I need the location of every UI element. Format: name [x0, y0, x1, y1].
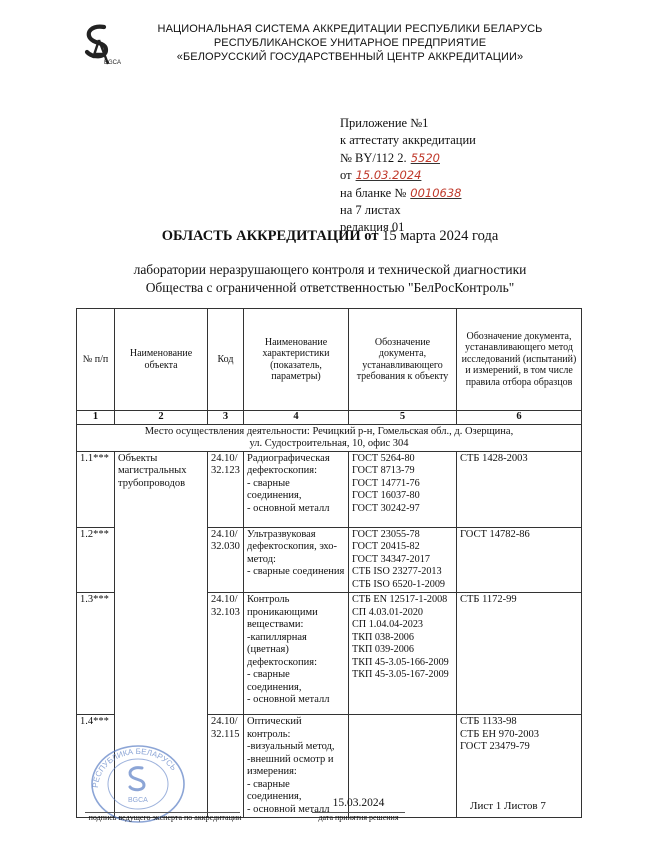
col-number: 3 — [208, 411, 244, 425]
object-name-cell: Объекты магистральных трубопроводов — [115, 451, 208, 818]
lab-line-1: лаборатории неразрушающего контроля и технической диагностики — [133, 262, 527, 277]
location-row — [77, 424, 582, 451]
col-header-number: № п/п — [77, 309, 115, 411]
characteristic-cell-line: Контроль проникающими веществами: — [247, 594, 318, 630]
characteristic-cell-line: -внешний осмотр и измерения: — [247, 753, 334, 777]
requirements-cell — [349, 527, 457, 593]
col-number: 6 — [457, 411, 582, 425]
decision-date: 15.03.2024 — [332, 797, 385, 809]
handwritten-number: 5520 — [410, 150, 440, 165]
requirements-cell — [349, 593, 457, 715]
methods-cell-line: ГОСТ 14782-86 — [460, 528, 530, 540]
characteristic-cell — [244, 715, 349, 818]
appendix-title: Приложение №1 — [340, 116, 429, 130]
characteristic-cell-line: -капиллярная (цветная) дефектоскопия: — [247, 631, 317, 668]
col-number: 5 — [349, 411, 457, 425]
characteristic-cell-line: - сварные соединения, — [247, 778, 302, 802]
lab-line-2: Общества с ограниченной ответственностью "БелРосКонтроль" — [145, 280, 515, 295]
header-line-2: РЕСПУБЛИКАНСКОЕ УНИТАРНОЕ ПРЕДПРИЯТИЕ — [213, 37, 487, 49]
signature-label: подпись ведущего эксперта по аккредитации — [88, 813, 242, 822]
requirements-cell — [349, 715, 457, 818]
page-counter: Лист 1 Листов 7 — [470, 800, 546, 812]
methods-cell — [457, 715, 582, 818]
methods-cell-line: СТБ 1428-2003 — [460, 452, 528, 464]
decision-date-label: дата принятия решения — [318, 813, 399, 822]
column-number-row — [77, 411, 582, 425]
characteristic-cell-line: - основной металл — [247, 803, 330, 815]
methods-cell — [457, 451, 582, 527]
requirements-cell-line: ГОСТ 8713-79 — [352, 465, 415, 476]
characteristic-cell-line: Оптический контроль: — [247, 716, 302, 740]
row-number-cell: 1.4*** — [77, 715, 115, 818]
appendix-date: от 15.03.2024 — [340, 168, 422, 183]
col-number: 4 — [244, 411, 349, 425]
characteristic-cell-line: - сварные соединения, — [247, 477, 302, 501]
requirements-cell — [349, 451, 457, 527]
requirements-cell-line: СТБ EN 12517-1-2008 — [352, 594, 448, 605]
requirements-cell-line: СТБ ISO 6520-1-2009 — [352, 578, 446, 590]
document-header — [0, 20, 600, 72]
svg-text:РЕСПУБЛИКА БЕЛАРУСЬ: РЕСПУБЛИКА БЕЛАРУСЬ — [90, 746, 179, 789]
characteristic-cell-line: Радиографическая дефектоскопия: — [247, 452, 330, 476]
header-line-1: НАЦИОНАЛЬНАЯ СИСТЕМА АККРЕДИТАЦИИ РЕСПУБЛИКИ БЕЛАРУСЬ — [157, 23, 543, 35]
appendix-block — [340, 115, 580, 237]
characteristic-cell — [244, 593, 349, 715]
requirements-cell-line: ГОСТ 20415-82 — [352, 541, 420, 552]
characteristic-cell-line: Ультразвуковая дефектоскопия, эхо-метод: — [247, 528, 338, 565]
code-cell: 24.10/ 32.103 — [208, 593, 244, 715]
characteristic-cell — [244, 451, 349, 527]
requirements-cell-line: ГОСТ 5264-80 — [352, 452, 415, 464]
requirements-cell-line: ТКП 45-3.05-166-2009 — [352, 656, 449, 668]
characteristic-cell-line: - основной металл — [247, 694, 330, 705]
appendix-to: к аттестату аккредитации — [340, 133, 476, 148]
bgca-logo-icon — [82, 24, 122, 68]
requirements-cell-line: СП 1.04.04-2023 — [352, 619, 424, 630]
col-header-object: Наименование объекта — [115, 309, 208, 411]
document-title: ОБЛАСТЬ АККРЕДИТАЦИИ от 15 марта 2024 года — [161, 228, 499, 244]
header-titles — [120, 22, 580, 64]
requirements-cell-line: ГОСТ 34347-2017 — [352, 553, 430, 565]
handwritten-blank-number: 0010638 — [410, 185, 462, 200]
methods-cell — [457, 593, 582, 715]
header-line-3: «БЕЛОРУССКИЙ ГОСУДАРСТВЕННЫЙ ЦЕНТР АККРЕДИТАЦИИ» — [176, 51, 524, 63]
handwritten-date: 15.03.2024 — [355, 168, 422, 183]
requirements-cell-line: ГОСТ 30242-97 — [352, 502, 420, 514]
requirements-cell-line: СТБ ISO 23277-2013 — [352, 566, 442, 577]
code-cell: 24.10/ 32.115 — [208, 715, 244, 818]
row-number-cell: 1.2*** — [77, 527, 115, 593]
col-header-requirements: Обозначение документа, устанавливающего требования к объекту — [349, 309, 457, 411]
requirements-cell-line: ТКП 45-3.05-167-2009 — [352, 669, 449, 680]
col-header-characteristic: Наименование характеристики (показатель, параметры) — [244, 309, 349, 411]
row-number-cell: 1.3*** — [77, 593, 115, 715]
methods-cell-line: СТБ 1133-98 — [460, 716, 517, 727]
methods-cell-line: ГОСТ 23479-79 — [460, 741, 530, 752]
col-number: 1 — [77, 411, 115, 425]
col-header-methods: Обозначение документа, устанавливающего метод исследований (испытаний) и измерений, в том числе правила отбора образцов — [457, 309, 582, 411]
col-number: 2 — [115, 411, 208, 425]
characteristic-cell-line: - сварные соединения — [247, 566, 345, 577]
svg-text:BGCA: BGCA — [104, 60, 122, 66]
code-cell: 24.10/ 32.123 — [208, 451, 244, 527]
table-row — [77, 451, 582, 527]
code-cell: 24.10/ 32.030 — [208, 527, 244, 593]
requirements-cell-line: ТКП 038-2006 — [352, 631, 414, 643]
methods-cell-line: СТБ ЕН 970-2003 — [460, 728, 539, 740]
characteristic-cell-line: - основной металл — [247, 502, 330, 514]
col-header-code: Код — [208, 309, 244, 411]
appendix-blank: на бланке № 0010638 — [340, 185, 462, 200]
row-number-cell: 1.1*** — [77, 451, 115, 527]
svg-text:BGCA: BGCA — [128, 797, 148, 804]
methods-cell-line: СТБ 1172-99 — [460, 594, 517, 605]
appendix-number: № BY/112 2. 5520 — [340, 150, 440, 165]
requirements-cell-line: ГОСТ 23055-78 — [352, 528, 420, 540]
characteristic-cell-line: - сварные соединения, — [247, 669, 302, 693]
appendix-sheets: на 7 листах — [340, 203, 401, 218]
requirements-cell-line: СП 4.03.01-2020 — [352, 606, 424, 618]
requirements-cell-line: ГОСТ 14771-76 — [352, 477, 420, 489]
characteristic-cell-line: -визуальный метод, — [247, 741, 335, 752]
table-header-row — [77, 309, 582, 411]
requirements-cell-line: ГОСТ 16037-80 — [352, 490, 420, 501]
characteristic-cell — [244, 527, 349, 593]
laboratory-name — [0, 261, 600, 297]
appendix-edition: редакция 01 — [340, 220, 405, 235]
methods-cell — [457, 527, 582, 593]
official-stamp-icon — [82, 738, 194, 824]
requirements-cell-line: ТКП 039-2006 — [352, 644, 414, 655]
location-cell: Место осуществления деятельности: Речицкий р-н, Гомельская обл., д. Озерщина, ул. Судостроительная, 10, офис 304 — [77, 424, 582, 451]
